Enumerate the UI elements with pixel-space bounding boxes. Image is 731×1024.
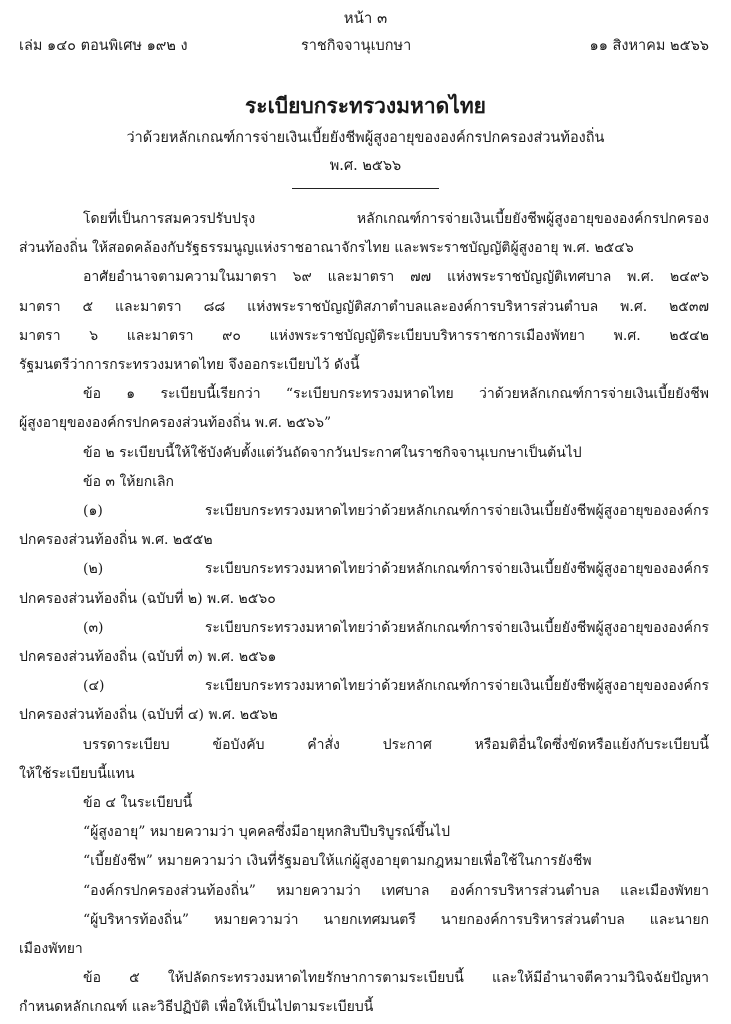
document-subtitle: ว่าด้วยหลักเกณฑ์การจ่ายเงินเบี้ยยังชีพผู้สูงอายุขององค์กรปกครองส่วนท้องถิ่น (126, 130, 605, 146)
body-line: โดยที่เป็นการสมควรปรับปรุง หลักเกณฑ์การจ่ายเงินเบี้ยยังชีพผู้สูงอายุขององค์กรปกครอง (83, 211, 709, 227)
body-line: ปกครองส่วนท้องถิ่น พ.ศ. ๒๕๕๒ (19, 532, 213, 549)
body-line: ข้อ ๓ ให้ยกเลิก (83, 473, 175, 490)
body-line: (๑) ระเบียบกระทรวงมหาดไทยว่าด้วยหลักเกณฑ์การจ่ายเงินเบี้ยยังชีพผู้สูงอายุขององค์กร (83, 503, 709, 520)
body-line: ข้อ ๕ ให้ปลัดกระทรวงมหาดไทยรักษาการตามระเบียบนี้ และให้มีอำนาจตีความวินิจฉัยปัญหา (83, 970, 709, 987)
body-line: “องค์กรปกครองส่วนท้องถิ่น” หมายความว่า เทศบาล องค์การบริหารส่วนตำบล และเมืองพัทยา (83, 882, 709, 899)
page-number: หน้า ๓ (343, 9, 388, 27)
body-line: ข้อ ๑ ระเบียบนี้เรียกว่า “ระเบียบกระทรวงมหาดไทย ว่าด้วยหลักเกณฑ์การจ่ายเงินเบี้ยยังชีพ (83, 386, 709, 403)
document-title: ระเบียบกระทรวงมหาดไทย (245, 93, 486, 118)
body-line: กำหนดหลักเกณฑ์ และวิธีปฏิบัติ เพื่อให้เป็นไปตามระเบียบนี้ (19, 999, 374, 1016)
body-line: ส่วนท้องถิ่น ให้สอดคล้องกับรัฐธรรมนูญแห่งราชอาณาจักรไทย และพระราชบัญญัติผู้สูงอายุ พ.ศ. ๒๕๔๖ (19, 240, 634, 257)
body-line: (๒) ระเบียบกระทรวงมหาดไทยว่าด้วยหลักเกณฑ์การจ่ายเงินเบี้ยยังชีพผู้สูงอายุขององค์กร (83, 561, 709, 578)
body-line: “ผู้บริหารท้องถิ่น” หมายความว่า นายกเทศมนตรี นายกองค์การบริหารส่วนตำบล และนายก (83, 911, 709, 928)
body-line: “เบี้ยยังชีพ” หมายความว่า เงินที่รัฐมอบให้แก่ผู้สูงอายุตามกฎหมายเพื่อใช้ในการยังชีพ (83, 853, 592, 870)
body-line: (๓) ระเบียบกระทรวงมหาดไทยว่าด้วยหลักเกณฑ์การจ่ายเงินเบี้ยยังชีพผู้สูงอายุขององค์กร (83, 619, 709, 636)
body-line: ข้อ ๒ ระเบียบนี้ให้ใช้บังคับตั้งแต่วันถัดจากวันประกาศในราชกิจจานุเบกษาเป็นต้นไป (83, 444, 582, 461)
gazette-date: ๑๑ สิงหาคม ๒๕๖๖ (589, 38, 709, 54)
document-body (19, 205, 709, 1023)
body-line: มาตรา ๕ และมาตรา ๘๘ แห่งพระราชบัญญัติสภาตำบลและองค์การบริหารส่วนตำบล พ.ศ. ๒๕๓๗ (19, 298, 709, 315)
gazette-volume: เล่ม ๑๔๐ ตอนพิเศษ ๑๙๒ ง (19, 38, 188, 54)
body-line: มาตรา ๖ และมาตรา ๙๐ แห่งพระราชบัญญัติระเบียบบริหารราชการเมืองพัทยา พ.ศ. ๒๕๔๒ (19, 327, 709, 344)
body-line: ปกครองส่วนท้องถิ่น (ฉบับที่ ๓) พ.ศ. ๒๕๖๑ (19, 649, 277, 666)
body-line: ให้ใช้ระเบียบนี้แทน (19, 765, 135, 782)
body-line: ข้อ ๔ ในระเบียบนี้ (83, 795, 193, 812)
body-line: “ผู้สูงอายุ” หมายความว่า บุคคลซึ่งมีอายุหกสิบปีบริบูรณ์ขึ้นไป (83, 824, 450, 841)
body-line: รัฐมนตรีว่าการกระทรวงมหาดไทย จึงออกระเบียบไว้ ดังนี้ (19, 357, 360, 374)
body-line: เมืองพัทยา (19, 941, 83, 958)
body-line: (๔) ระเบียบกระทรวงมหาดไทยว่าด้วยหลักเกณฑ์การจ่ายเงินเบี้ยยังชีพผู้สูงอายุขององค์กร (83, 678, 709, 695)
body-line: ปกครองส่วนท้องถิ่น (ฉบับที่ ๒) พ.ศ. ๒๕๖๐ (19, 590, 276, 607)
title-divider (292, 188, 439, 189)
gazette-name: ราชกิจจานุเบกษา (301, 38, 412, 54)
document-year: พ.ศ. ๒๕๖๖ (329, 158, 402, 174)
body-line: อาศัยอำนาจตามความในมาตรา ๖๙ และมาตรา ๗๗ แห่งพระราชบัญญัติเทศบาล พ.ศ. ๒๔๙๖ (83, 269, 709, 286)
body-line: บรรดาระเบียบ ข้อบังคับ คำสั่ง ประกาศ หรือมติอื่นใดซึ่งขัดหรือแย้งกับระเบียบนี้ (83, 736, 709, 753)
body-line: ปกครองส่วนท้องถิ่น (ฉบับที่ ๔) พ.ศ. ๒๕๖๒ (19, 707, 278, 724)
body-line: ผู้สูงอายุขององค์กรปกครองส่วนท้องถิ่น พ.ศ. ๒๕๖๖” (19, 415, 332, 432)
